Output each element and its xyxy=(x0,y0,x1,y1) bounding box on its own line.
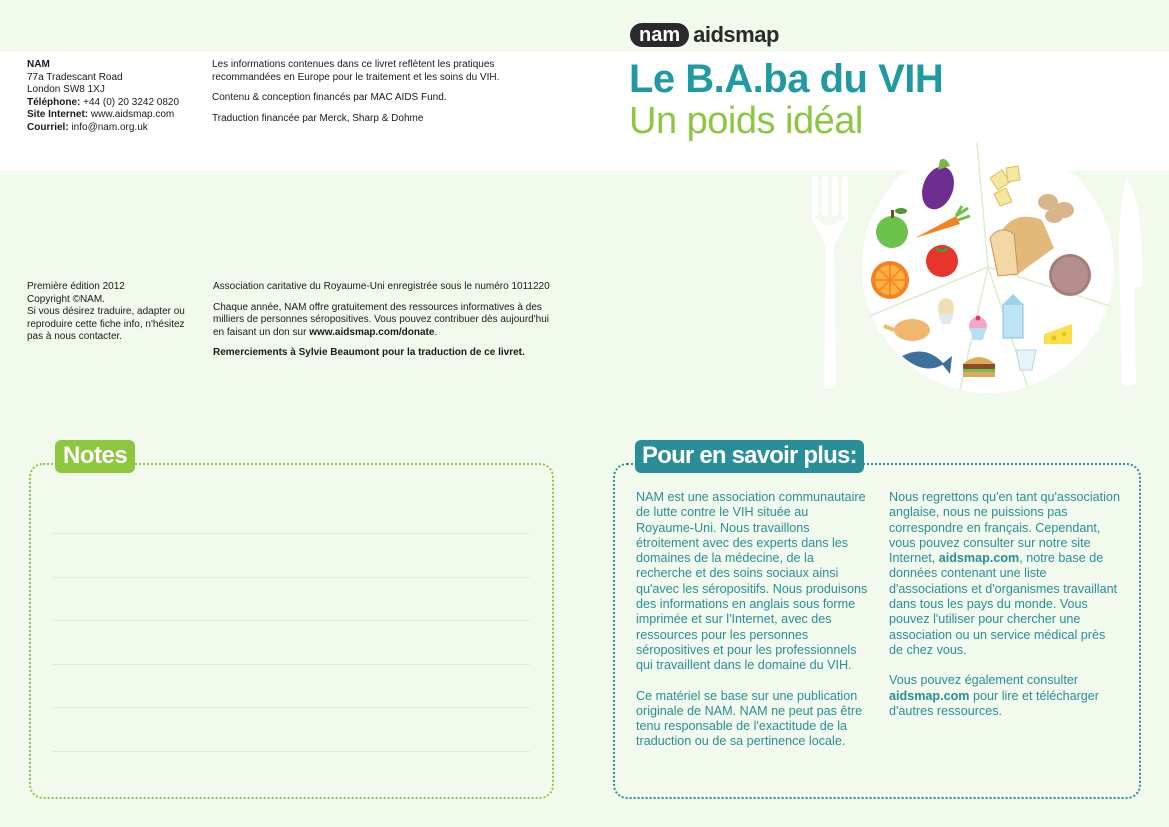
aidsmap-link[interactable]: aidsmap.com xyxy=(938,551,1020,566)
phone-value: +44 (0) 20 3242 0820 xyxy=(83,96,180,108)
charity-paragraph-2-text: Chaque année, NAM offre gratuitement des ressources informatives à des milliers de personnes séropositives. Vous pouvez contribuer dès aujourd'hui en faisant un don sur xyxy=(213,301,549,338)
more-info-column-2 xyxy=(889,490,1121,734)
charity-block xyxy=(213,281,558,368)
note-line[interactable] xyxy=(52,533,530,534)
address-line-2: London SW8 1XJ xyxy=(27,84,105,96)
knife-icon xyxy=(1119,178,1142,386)
more-info-paragraph-3 xyxy=(889,490,1121,658)
more-info-paragraph-4-text-b: pour lire et télécharger d'autres ressources. xyxy=(889,688,1100,718)
address-block xyxy=(27,59,179,135)
email-value[interactable]: info@nam.org.uk xyxy=(71,121,148,133)
brand-logo xyxy=(630,22,779,48)
note-line[interactable] xyxy=(52,577,530,578)
rice-icon xyxy=(1049,254,1091,296)
info-paragraph-2: Contenu & conception financés par MAC AIDS Fund. xyxy=(212,92,447,104)
edition-line-1: Première édition 2012 xyxy=(27,281,125,292)
email-label: Courriel: xyxy=(27,121,69,133)
edition-block xyxy=(27,281,197,344)
charity-paragraph-1: Association caritative du Royaume-Uni enregistrée sous le numéro 1011220 xyxy=(213,281,550,292)
note-line[interactable] xyxy=(52,707,530,708)
charity-paragraph-2-end: . xyxy=(434,326,438,338)
info-block xyxy=(212,59,542,133)
brand-logo-word: aidsmap xyxy=(693,22,779,47)
info-paragraph-1: Les informations contenues dans ce livret reflètent les pratiques recommandées en Europe pour le traitement et les soins du VIH. xyxy=(212,59,500,83)
notes-heading: Notes xyxy=(55,440,135,473)
plate-illustration xyxy=(780,138,1160,398)
more-info-paragraph-3-text-a: Nous regrettons qu'en tant qu'association anglaise, nous ne puissions pas correspondre en français. Cependant, vous pouvez consulter sur notre site Internet, xyxy=(889,490,1120,566)
more-info-paragraph-1: NAM est une association communautaire de lutte contre le VIH située au Royaume-Uni. Nous travaillons étroitement avec des experts dans les domaines de la médecine, de la recherche et des soins sociaux ainsi qu'avec les séropositifs. Nous produisons des informations en anglais sous forme imprimée et sur l'Internet, avec des ressources pour les personnes séropositives et pour les professionnels qui travaillent dans le domaine du VIH. xyxy=(636,490,868,673)
more-info-column-1 xyxy=(636,490,868,765)
fork-icon xyxy=(812,176,848,388)
edition-line-2: Copyright ©NAM. xyxy=(27,293,105,305)
thanks-text: Remerciements à Sylvie Beaumont pour la traduction de ce livret. xyxy=(213,347,525,359)
aidsmap-link-2[interactable]: aidsmap.com xyxy=(889,688,970,703)
more-info-paragraph-4-text-a: Vous pouvez également consulter xyxy=(889,673,1079,688)
site-value[interactable]: www.aidsmap.com xyxy=(90,109,175,121)
address-line-1: 77a Tradescant Road xyxy=(27,71,123,83)
donate-link[interactable]: www.aidsmap.com/donate xyxy=(309,326,435,338)
tomato-icon xyxy=(926,245,958,277)
more-info-paragraph-4 xyxy=(889,673,1121,719)
cover-subtitle: Un poids idéal xyxy=(629,100,863,142)
note-line[interactable] xyxy=(52,751,530,752)
edition-line-3: Si vous désirez traduire, adapter ou reproduire cette fiche info, n'hésitez pas à nous contacter. xyxy=(27,306,185,343)
more-info-paragraph-3-text-b: , notre base de données contenant une liste d'associations et d'organismes travaillant dans tous les pays du monde. Vous pouvez l'utiliser pour chercher une association ou un service médical près de chez vous. xyxy=(889,551,1118,657)
more-info-heading: Pour en savoir plus: xyxy=(635,440,864,473)
note-line[interactable] xyxy=(52,620,530,621)
note-line[interactable] xyxy=(52,664,530,665)
org-name: NAM xyxy=(27,59,50,70)
info-paragraph-3: Traduction financée par Merck, Sharp & Dohme xyxy=(212,112,424,124)
notes-box xyxy=(29,463,554,799)
orange-icon xyxy=(871,261,909,299)
site-label: Site Internet: xyxy=(27,109,89,121)
cover-title: Le B.A.ba du VIH xyxy=(629,57,944,101)
more-info-paragraph-2: Ce matériel se base sur une publication originale de NAM. NAM ne peut pas être tenu responsable de l'exactitude de la traduction ou de sa pertinence locale. xyxy=(636,688,863,749)
brand-logo-pill: nam xyxy=(630,23,689,47)
phone-label: Téléphone: xyxy=(27,96,81,108)
charity-paragraph-2 xyxy=(213,302,558,340)
yogurt-icon xyxy=(1016,350,1036,370)
